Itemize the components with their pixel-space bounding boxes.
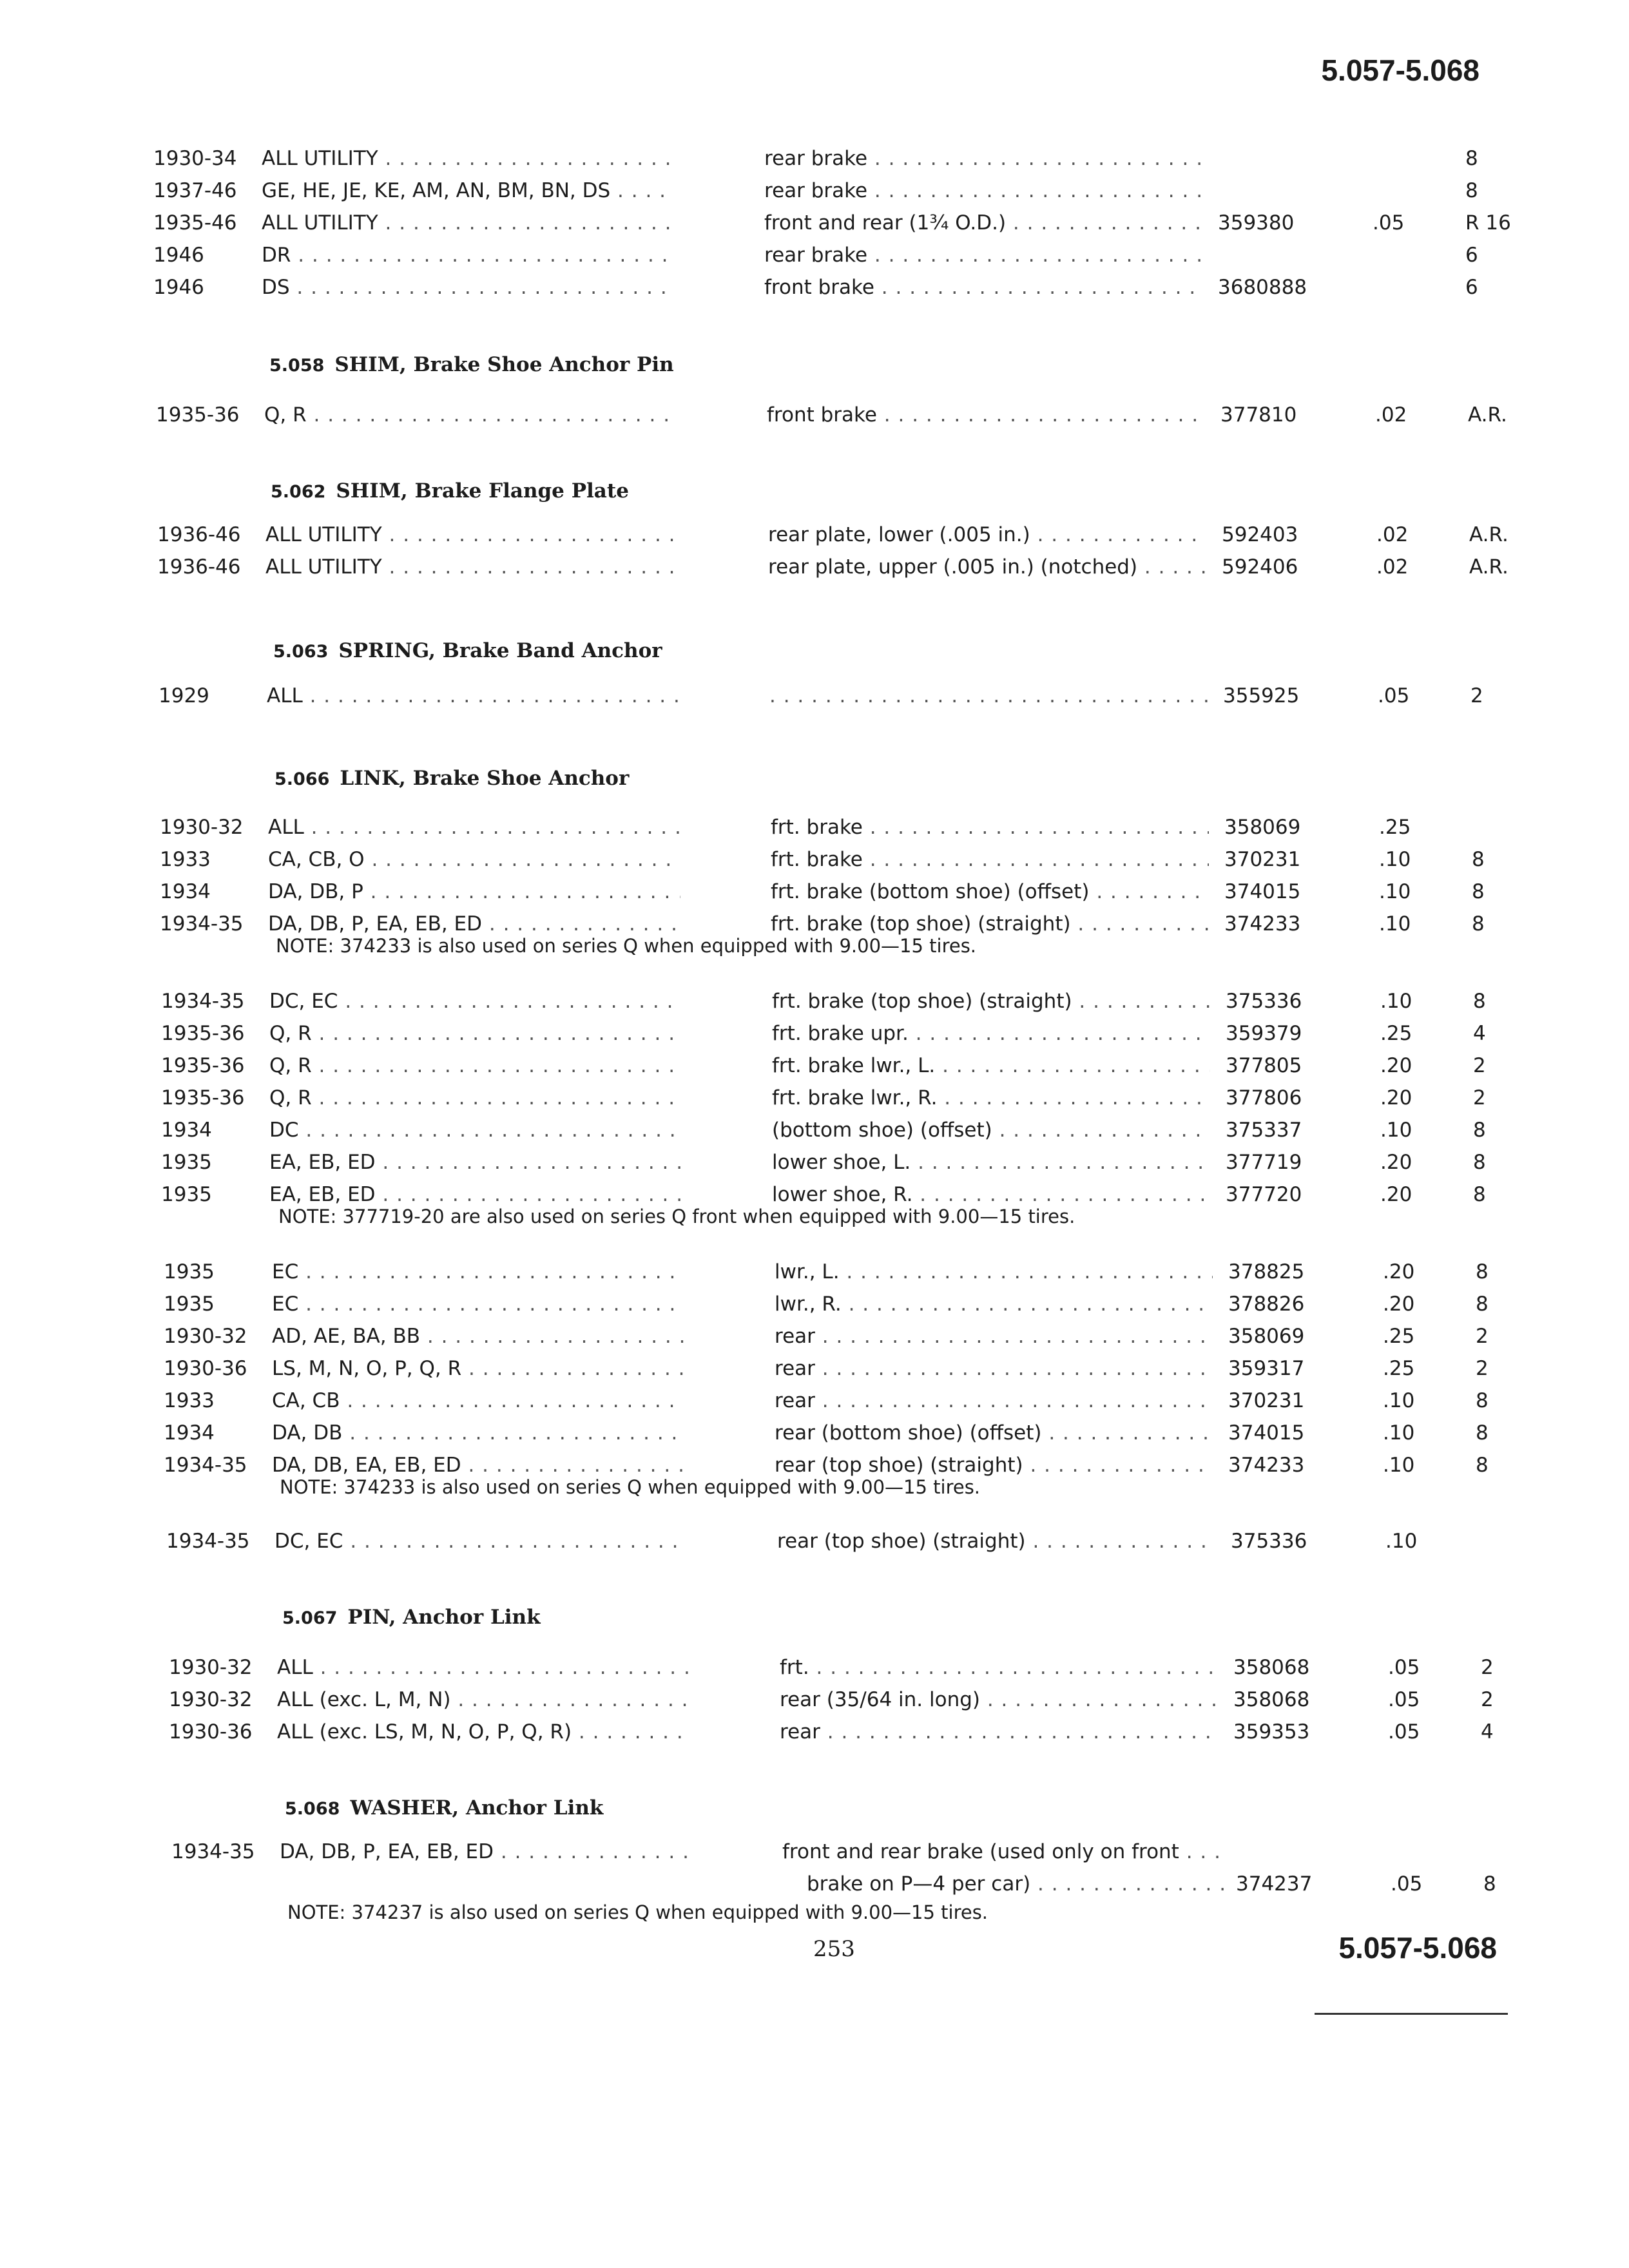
price-cell: .10 (1383, 1389, 1415, 1412)
section-title: SHIM, Brake Shoe Anchor Pin (334, 353, 674, 376)
table-row (169, 1686, 1494, 1714)
description-cell: rear (bottom shoe) (offset) . . . (775, 1419, 1213, 1447)
price-cell: .10 (1379, 912, 1411, 936)
model-cell: ALL . . . (277, 1653, 689, 1682)
section-heading (282, 1603, 541, 1633)
model-cell: DA, DB . . . (272, 1419, 684, 1447)
model-cell: EC . . . (272, 1290, 684, 1318)
year-cell: 1934-35 (171, 1840, 255, 1863)
footer-range: 5.057-5.068 (1338, 1931, 1497, 1965)
year-cell: 1934 (160, 880, 211, 903)
part-number-cell: 375336 (1231, 1530, 1307, 1553)
note-text: NOTE: 374237 is also used on series Q when equipped with 9.00—15 tires. (287, 1901, 988, 1923)
quantity-cell: 8 (1476, 1389, 1489, 1412)
price-cell: .02 (1375, 403, 1407, 427)
footer-rule (1315, 2013, 1508, 2015)
year-cell: 1930-32 (160, 816, 244, 839)
quantity-cell: 6 (1465, 276, 1478, 299)
year-cell: 1930-32 (169, 1656, 253, 1679)
table-row (157, 553, 1509, 581)
price-cell: .20 (1380, 1086, 1412, 1110)
table-row (169, 1718, 1494, 1746)
price-cell: .10 (1380, 990, 1412, 1013)
table-row (153, 273, 1482, 302)
price-cell: .25 (1383, 1325, 1415, 1348)
table-row (153, 209, 1511, 237)
quantity-cell: A.R. (1469, 555, 1509, 579)
table-row (169, 1653, 1494, 1682)
part-number-cell: 358069 (1228, 1325, 1305, 1348)
model-cell: DA, DB, EA, EB, ED . . . (272, 1451, 684, 1479)
section-heading (275, 764, 629, 794)
section-title: SPRING, Brake Band Anchor (338, 639, 662, 662)
year-cell: 1933 (160, 848, 211, 871)
section-code: 5.058 (269, 356, 325, 376)
part-number-cell: 592406 (1222, 555, 1298, 579)
description-cell: front brake . . . (764, 273, 1202, 302)
section-heading (271, 477, 629, 506)
description-cell: lwr., L. . . . (775, 1258, 1213, 1286)
price-cell: .05 (1378, 684, 1410, 707)
section-code: 5.062 (271, 482, 326, 502)
description-cell: frt. brake lwr., L. . . . (772, 1052, 1210, 1080)
model-cell: Q, R . . . (264, 401, 677, 429)
description-cell: frt. brake (bottom shoe) (offset) . . . (771, 878, 1209, 906)
section-title: PIN, Anchor Link (347, 1606, 541, 1629)
section-heading (269, 351, 674, 380)
description-cell: rear brake . . . (764, 144, 1202, 173)
year-cell: 1935-36 (161, 1054, 245, 1077)
section-title: SHIM, Brake Flange Plate (336, 479, 629, 503)
model-cell: ALL . . . (268, 813, 680, 841)
price-cell: .20 (1380, 1054, 1412, 1077)
part-number-cell: 378826 (1228, 1293, 1305, 1316)
year-cell: 1935-46 (153, 211, 237, 235)
description-cell: rear (top shoe) (straight) . . . (777, 1527, 1215, 1555)
year-cell: 1934-35 (160, 912, 244, 936)
page-header-range: 5.057-5.068 (1321, 53, 1480, 87)
model-cell: LS, M, N, O, P, Q, R . . . (272, 1354, 684, 1383)
price-cell: .20 (1380, 1183, 1412, 1206)
quantity-cell: 2 (1473, 1054, 1486, 1077)
quantity-cell: 4 (1473, 1022, 1486, 1045)
page-number: 253 (813, 1936, 855, 1962)
price-cell: .02 (1376, 555, 1409, 579)
model-cell: AD, AE, BA, BB . . . (272, 1322, 684, 1350)
part-number-cell: 375337 (1226, 1119, 1302, 1142)
section-heading (273, 637, 662, 666)
table-row (156, 401, 1507, 429)
price-cell: .20 (1383, 1260, 1415, 1283)
description-cell: lower shoe, R. . . . (772, 1180, 1210, 1209)
part-number-cell: 378825 (1228, 1260, 1305, 1283)
quantity-cell: 2 (1481, 1688, 1494, 1711)
price-cell: .10 (1385, 1530, 1418, 1553)
section-heading (285, 1794, 603, 1823)
description-cell: frt. brake . . . (771, 813, 1209, 841)
part-number-cell: 377719 (1226, 1151, 1302, 1174)
model-cell: ALL UTILITY . . . (262, 209, 674, 237)
part-number-cell: 370231 (1228, 1389, 1305, 1412)
table-row (164, 1322, 1489, 1350)
table-row (161, 1052, 1486, 1080)
model-cell: ALL (exc. LS, M, N, O, P, Q, R) . . . (277, 1718, 689, 1746)
part-number-cell: 377810 (1220, 403, 1297, 427)
model-cell: GE, HE, JE, KE, AM, AN, BM, BN, DS . . . (262, 177, 674, 205)
quantity-cell: 2 (1481, 1656, 1494, 1679)
quantity-cell: 8 (1476, 1454, 1489, 1477)
part-number-cell: 374233 (1224, 912, 1301, 936)
description-cell: frt. . . . (780, 1653, 1218, 1682)
description-cell: front brake . . . (767, 401, 1205, 429)
year-cell: 1935 (161, 1151, 212, 1174)
quantity-cell: 8 (1473, 1183, 1486, 1206)
model-cell: ALL UTILITY . . . (265, 553, 678, 581)
model-cell: DA, DB, P, EA, EB, ED . . . (280, 1838, 692, 1866)
year-cell: 1935 (164, 1293, 215, 1316)
price-cell: .20 (1383, 1293, 1415, 1316)
description-cell: lower shoe, L. . . . (772, 1148, 1210, 1177)
model-cell: EA, EB, ED . . . (269, 1148, 682, 1177)
table-row (159, 682, 1482, 710)
model-cell: DC, EC . . . (269, 987, 682, 1015)
table-row (164, 1387, 1489, 1415)
model-cell: ALL UTILITY . . . (265, 521, 678, 549)
price-cell: .25 (1379, 816, 1411, 839)
description-cell: (bottom shoe) (offset) . . . (772, 1116, 1210, 1144)
model-cell: CA, CB, O . . . (268, 845, 680, 874)
price-cell: .05 (1391, 1872, 1423, 1896)
description-cell: rear plate, upper (.005 in.) (notched) . . . (768, 553, 1206, 581)
part-number-cell: 359317 (1228, 1357, 1305, 1380)
year-cell: 1934 (161, 1119, 212, 1142)
part-number-cell: 377720 (1226, 1183, 1302, 1206)
year-cell: 1935 (164, 1260, 215, 1283)
table-row (164, 1290, 1489, 1318)
part-number-cell: 377806 (1226, 1086, 1302, 1110)
description-cell: frt. brake (top shoe) (straight) . . . (772, 987, 1210, 1015)
table-row (153, 241, 1482, 269)
part-number-cell: 377805 (1226, 1054, 1302, 1077)
model-cell: DS . . . (262, 273, 674, 302)
description-cell: rear . . . (775, 1354, 1213, 1383)
quantity-cell: 8 (1473, 1151, 1486, 1174)
description-cell: lwr., R. . . . (775, 1290, 1213, 1318)
part-number-cell: 355925 (1223, 684, 1300, 707)
table-row (160, 845, 1485, 874)
model-cell: DC, EC . . . (275, 1527, 687, 1555)
year-cell: 1930-32 (164, 1325, 247, 1348)
year-cell: 1929 (159, 684, 209, 707)
part-number-cell: 374015 (1228, 1421, 1305, 1445)
year-cell: 1934-35 (166, 1530, 250, 1553)
price-cell: .10 (1380, 1119, 1412, 1142)
quantity-cell: 8 (1473, 990, 1486, 1013)
part-number-cell: 359353 (1233, 1720, 1310, 1744)
quantity-cell: 8 (1472, 880, 1485, 903)
year-cell: 1935-36 (161, 1086, 245, 1110)
quantity-cell: 8 (1476, 1260, 1489, 1283)
description-cell: brake on P—4 per car) . . . (807, 1870, 1226, 1898)
table-row (161, 1116, 1486, 1144)
section-code: 5.063 (273, 642, 329, 662)
note-text: NOTE: 374233 is also used on series Q when equipped with 9.00—15 tires. (280, 1476, 981, 1498)
quantity-cell: 8 (1472, 848, 1485, 871)
model-cell: Q, R . . . (269, 1052, 682, 1080)
model-cell: EA, EB, ED . . . (269, 1180, 682, 1209)
year-cell: 1930-36 (164, 1357, 247, 1380)
section-code: 5.066 (275, 769, 330, 789)
description-cell: rear (35/64 in. long) . . . (780, 1686, 1218, 1714)
quantity-cell: 8 (1472, 912, 1485, 936)
price-cell: .20 (1380, 1151, 1412, 1174)
year-cell: 1930-32 (169, 1688, 253, 1711)
part-number-cell: 374237 (1236, 1872, 1313, 1896)
quantity-cell: 8 (1465, 179, 1478, 202)
table-row (164, 1258, 1489, 1286)
price-cell: .05 (1388, 1688, 1420, 1711)
model-cell: Q, R . . . (269, 1084, 682, 1112)
description-cell: front and rear brake (used only on front . . . (782, 1838, 1220, 1866)
quantity-cell: 2 (1473, 1086, 1486, 1110)
year-cell: 1935-36 (156, 403, 240, 427)
section-title: LINK, Brake Shoe Anchor (340, 767, 630, 790)
table-row (161, 1019, 1486, 1048)
price-cell: .05 (1388, 1720, 1420, 1744)
model-cell: ALL UTILITY . . . (262, 144, 674, 173)
model-cell: EC . . . (272, 1258, 684, 1286)
description-cell: rear brake . . . (764, 241, 1202, 269)
description-cell: rear . . . (775, 1322, 1213, 1350)
price-cell: .02 (1376, 523, 1409, 546)
part-number-cell: 359379 (1226, 1022, 1302, 1045)
price-cell: .05 (1388, 1656, 1420, 1679)
section-code: 5.068 (285, 1799, 340, 1819)
table-row (153, 144, 1482, 173)
table-row (161, 987, 1486, 1015)
model-cell: ALL . . . (267, 682, 679, 710)
part-number-cell: 592403 (1222, 523, 1298, 546)
quantity-cell: 2 (1470, 684, 1483, 707)
quantity-cell: 8 (1483, 1872, 1496, 1896)
model-cell: DA, DB, P, EA, EB, ED . . . (268, 910, 680, 938)
description-cell: rear . . . (780, 1718, 1218, 1746)
table-row (160, 813, 1482, 841)
part-number-cell: 358069 (1224, 816, 1301, 839)
part-number-cell: 358068 (1233, 1656, 1310, 1679)
quantity-cell: 8 (1473, 1119, 1486, 1142)
model-cell: DR . . . (262, 241, 674, 269)
year-cell: 1930-34 (153, 147, 237, 170)
year-cell: 1930-36 (169, 1720, 253, 1744)
section-title: WASHER, Anchor Link (350, 1796, 604, 1820)
model-cell: CA, CB . . . (272, 1387, 684, 1415)
table-row (153, 177, 1482, 205)
quantity-cell: 8 (1476, 1293, 1489, 1316)
price-cell: .10 (1383, 1421, 1415, 1445)
quantity-cell: 2 (1476, 1357, 1489, 1380)
price-cell: .10 (1379, 880, 1411, 903)
part-number-cell: 374233 (1228, 1454, 1305, 1477)
description-cell: rear plate, lower (.005 in.) . . . (768, 521, 1206, 549)
price-cell: .25 (1383, 1357, 1415, 1380)
quantity-cell: A.R. (1469, 523, 1509, 546)
description-cell: frt. brake (top shoe) (straight) . . . (771, 910, 1209, 938)
part-number-cell: 374015 (1224, 880, 1301, 903)
table-row (157, 521, 1509, 549)
year-cell: 1933 (164, 1389, 215, 1412)
quantity-cell: 8 (1476, 1421, 1489, 1445)
table-row (161, 1084, 1486, 1112)
quantity-cell: R 16 (1465, 211, 1511, 235)
description-cell (769, 682, 1208, 710)
table-row (166, 1527, 1482, 1555)
year-cell: 1936-46 (157, 555, 241, 579)
price-cell: .10 (1383, 1454, 1415, 1477)
model-cell: ALL (exc. L, M, N) . . . (277, 1686, 689, 1714)
year-cell: 1934 (164, 1421, 215, 1445)
year-cell: 1934-35 (161, 990, 245, 1013)
price-cell: .10 (1379, 848, 1411, 871)
table-row (161, 1148, 1486, 1177)
quantity-cell: A.R. (1468, 403, 1507, 427)
quantity-cell: 4 (1481, 1720, 1494, 1744)
table-row (171, 1870, 1496, 1898)
quantity-cell: 6 (1465, 244, 1478, 267)
description-cell: front and rear (1¾ O.D.) . . . (764, 209, 1202, 237)
note-text: NOTE: 377719-20 are also used on series Q front when equipped with 9.00—15 tires. (278, 1206, 1075, 1227)
table-row (171, 1838, 1482, 1866)
note-text: NOTE: 374233 is also used on series Q when equipped with 9.00—15 tires. (276, 935, 977, 957)
table-row (164, 1354, 1489, 1383)
year-cell: 1946 (153, 276, 204, 299)
description-cell: rear brake . . . (764, 177, 1202, 205)
part-number-cell: 3680888 (1218, 276, 1307, 299)
description-cell: rear (top shoe) (straight) . . . (775, 1451, 1213, 1479)
description-cell: frt. brake lwr., R. . . . (772, 1084, 1210, 1112)
year-cell: 1937-46 (153, 179, 237, 202)
description-cell: rear . . . (775, 1387, 1213, 1415)
price-cell: .05 (1373, 211, 1405, 235)
quantity-cell: 8 (1465, 147, 1478, 170)
part-number-cell: 375336 (1226, 990, 1302, 1013)
description-cell: frt. brake upr. . . . (772, 1019, 1210, 1048)
model-cell: DA, DB, P . . . (268, 878, 680, 906)
year-cell: 1934-35 (164, 1454, 247, 1477)
model-cell: Q, R . . . (269, 1019, 682, 1048)
year-cell: 1935-36 (161, 1022, 245, 1045)
table-row (160, 878, 1485, 906)
part-number-cell: 359380 (1218, 211, 1295, 235)
year-cell: 1936-46 (157, 523, 241, 546)
part-number-cell: 370231 (1224, 848, 1301, 871)
year-cell: 1935 (161, 1183, 212, 1206)
section-code: 5.067 (282, 1608, 338, 1628)
year-cell: 1946 (153, 244, 204, 267)
model-cell: DC . . . (269, 1116, 682, 1144)
description-cell: frt. brake . . . (771, 845, 1209, 874)
table-row (164, 1419, 1489, 1447)
price-cell: .25 (1380, 1022, 1412, 1045)
part-number-cell: 358068 (1233, 1688, 1310, 1711)
quantity-cell: 2 (1476, 1325, 1489, 1348)
